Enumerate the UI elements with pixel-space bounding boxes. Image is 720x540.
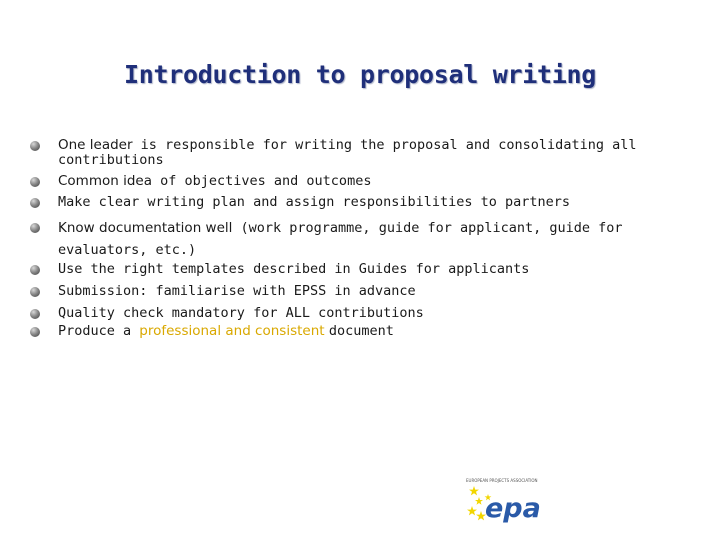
logo-wordmark: epa bbox=[485, 493, 541, 524]
slide-title: Introduction to proposal writing bbox=[123, 60, 597, 89]
bullet-icon bbox=[30, 198, 40, 208]
bullet-item bbox=[30, 195, 690, 210]
epa-logo bbox=[466, 478, 541, 526]
bullet-icon bbox=[30, 309, 40, 319]
bullet-text: Use the right templates described in Guides for applicants bbox=[58, 261, 530, 277]
bullet-text: professional and consistent bbox=[139, 323, 329, 339]
bullet-icon bbox=[30, 223, 40, 233]
bullet-icon bbox=[30, 141, 40, 151]
bullet-item bbox=[30, 174, 690, 189]
bullet-text-lead: Know documentation well bbox=[58, 220, 233, 236]
bullet-text: Submission: familiarise with EPSS in advance bbox=[58, 283, 416, 299]
bullet-item bbox=[30, 262, 690, 277]
bullet-text-lead: Common idea bbox=[58, 173, 152, 189]
bullet-icon bbox=[30, 265, 40, 275]
bullet-text: Quality check mandatory for ALL contributions bbox=[58, 305, 424, 321]
logo-mark bbox=[466, 484, 541, 526]
bullet-text: of objectives and outcomes bbox=[152, 173, 372, 189]
bullet-item bbox=[30, 324, 690, 339]
bullet-text: is responsible for writing the proposal and consolidating all contributions bbox=[58, 137, 637, 168]
bullet-item bbox=[30, 217, 690, 261]
bullet-text: Make clear writing plan and assign responsibilities to partners bbox=[58, 194, 571, 210]
bullet-text-lead: One leader bbox=[58, 137, 133, 153]
logo-tagline: EUROPEAN PROJECTS ASSOCIATION bbox=[466, 478, 538, 483]
bullet-icon bbox=[30, 287, 40, 297]
bullet-list bbox=[30, 138, 690, 339]
bullet-item bbox=[30, 138, 690, 168]
bullet-icon bbox=[30, 327, 40, 337]
bullet-text-tail: document bbox=[328, 323, 394, 339]
bullet-icon bbox=[30, 177, 40, 187]
bullet-item bbox=[30, 306, 690, 321]
bullet-text-lead: Produce a bbox=[58, 323, 140, 339]
bullet-item bbox=[30, 284, 690, 299]
bullet-text: (work programme, guide for applicant, guide for evaluators, etc.) bbox=[58, 220, 623, 258]
